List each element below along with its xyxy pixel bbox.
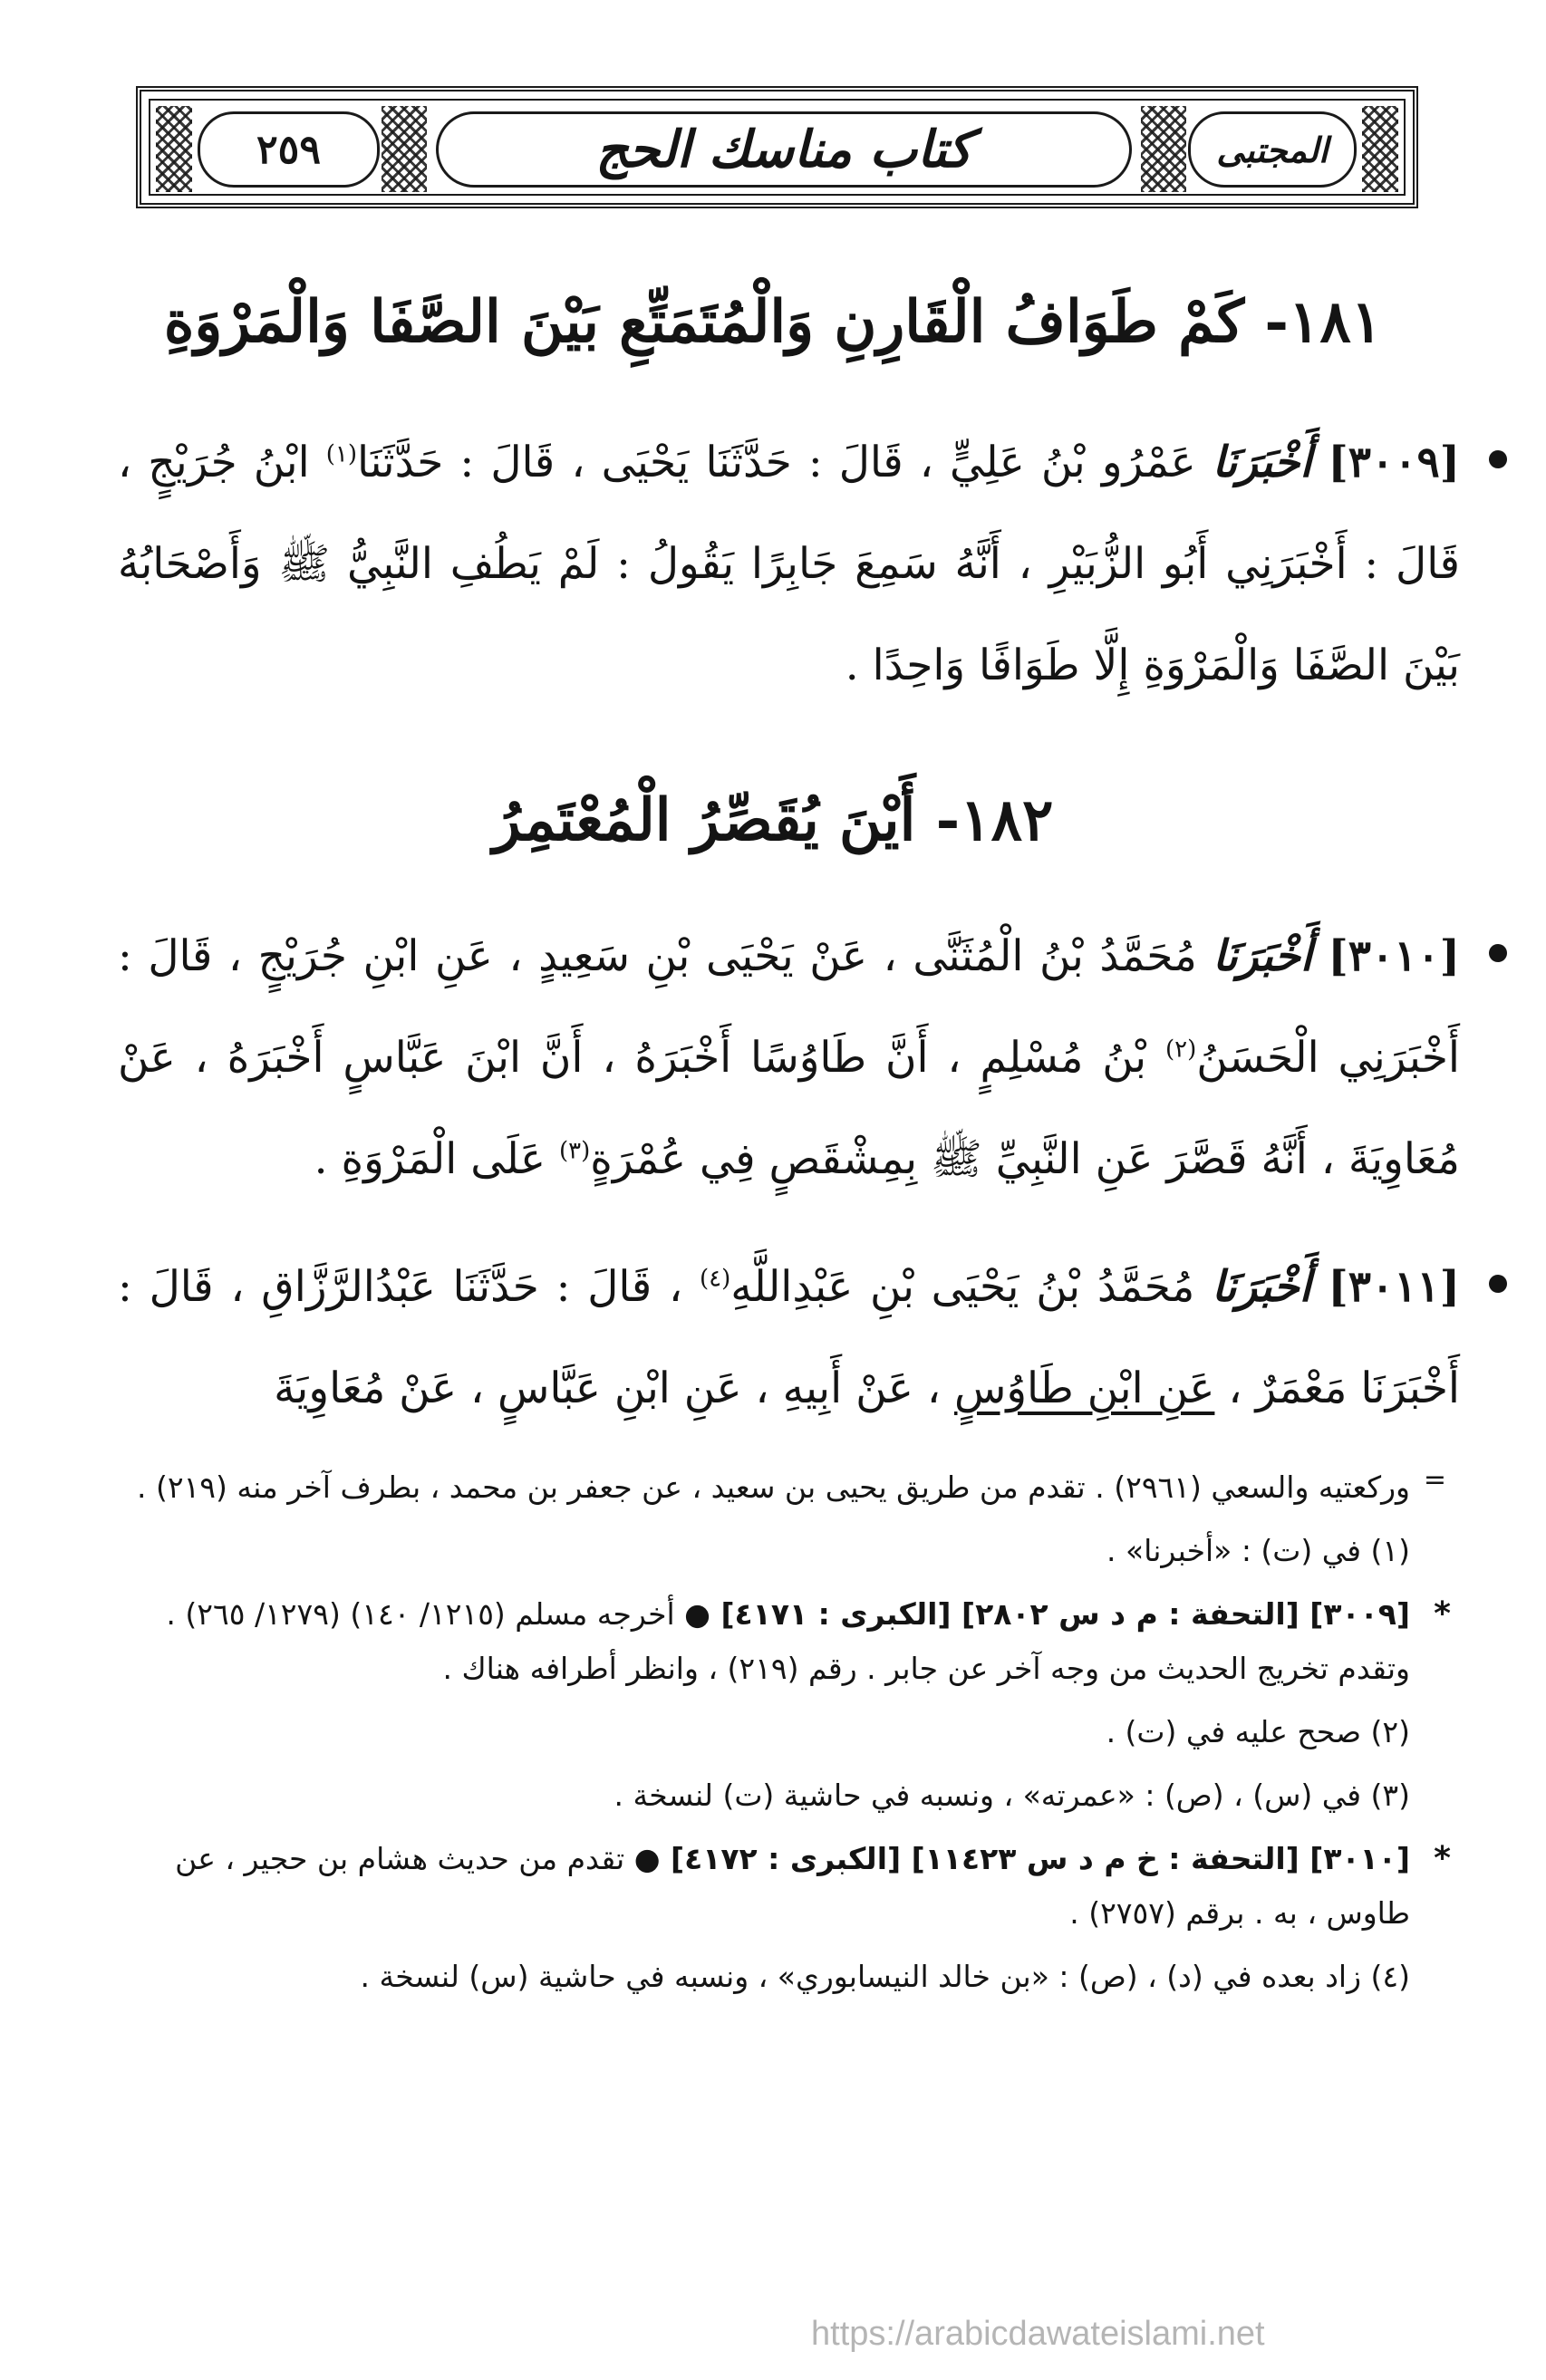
- ornament-band: [1362, 106, 1398, 192]
- hadith-text: مُحَمَّدُ بْنُ يَحْيَى بْنِ عَبْدِاللَّهِ: [730, 1262, 1195, 1312]
- takhrij-ref: [٣٠١٠] [التحفة : خ م د س ١١٤٢٣] [الكبرى : ٤١٧٢] ●: [633, 1841, 1410, 1876]
- footnote-1: (١) في (ت) : «أخبرنا» .: [1106, 1533, 1410, 1568]
- hadith-text: مُحَمَّدُ بْنُ الْمُثَنَّى ، عَنْ يَحْيَى بْنِ سَعِيدٍ ، عَنِ ابْنِ جُرَيْجٍ ، قَالَ : أَخْبَرَنِي الْحَسَنُ: [118, 931, 1460, 1083]
- footnote-continuation: [136, 1460, 1446, 1515]
- bullet-icon: [1489, 450, 1507, 468]
- hadith-text: ، قَالَ : حَدَّثَنَا عَبْدُالرَّزَّاقِ ، قَالَ : أَخْبَرَنَا مَعْمَرٌ ،: [118, 1262, 1460, 1413]
- footnote-3: (٣) في (س) ، (ص) : «عمرته» ، ونسبه في حاشية (ت) لنسخة .: [614, 1778, 1410, 1813]
- hadith-number: [٣٠٠٩]: [1328, 438, 1460, 487]
- ornament-band: [1141, 106, 1186, 192]
- footnote-ref[interactable]: (٣): [558, 1137, 591, 1165]
- hadith-text: ، عَنْ أَبِيهِ ، عَنِ ابْنِ عَبَّاسٍ ، عَنْ مُعَاوِيَةَ: [274, 1363, 942, 1413]
- ornamental-header: [136, 86, 1418, 208]
- akhbarana-word: أَخْبَرَنَا: [1212, 1262, 1311, 1312]
- takhrij-text: تقدم من حديث هشام بن حجير ، عن طاوس ، به . برقم (٢٧٥٧) .: [175, 1841, 1410, 1931]
- footnote-text: وركعتيه والسعي (٢٩٦١) . تقدم من طريق يحيى بن سعيد ، عن جعفر بن محمد ، بطرف آخر منه (٢١٩) .: [136, 1469, 1410, 1505]
- underlined-narrator: عَنِ ابْنِ طَاوُسٍ: [953, 1363, 1215, 1413]
- hadith-number: [٣٠١١]: [1328, 1262, 1460, 1312]
- footnote-2: (٢) صحح عليه في (ت) .: [1106, 1714, 1410, 1749]
- ornament-band: [156, 106, 192, 192]
- page-number: ٢٥٩: [256, 126, 321, 173]
- footnote-4: (٤) زاد بعده في (د) ، (ص) : «بن خالد النيسابوري» ، ونسبه في حاشية (س) لنسخة .: [360, 1959, 1410, 1994]
- hadith-3009: [118, 412, 1460, 717]
- ornament-band: [382, 106, 427, 192]
- takhrij-3009: [136, 1587, 1451, 1696]
- chapter-heading-182: ١٨٢- أَيْنَ يُقَصِّرُ الْمُعْتَمِرُ: [492, 786, 1054, 854]
- bullet-icon: [1489, 944, 1507, 962]
- footnotes-section: [136, 1460, 1451, 2013]
- akhbarana-word: أَخْبَرَنَا: [1212, 438, 1312, 487]
- book-name: المجتبى: [1216, 129, 1329, 170]
- chapter-heading-181: ١٨١- كَمْ طَوَافُ الْقَارِنِ وَالْمُتَمَتِّعِ بَيْنَ الصَّفَا وَالْمَرْوَةِ: [163, 288, 1383, 356]
- title-cartouche: [436, 111, 1132, 188]
- hadith-number: [٣٠١٠]: [1328, 931, 1460, 981]
- continuation-marker: =: [1423, 1464, 1446, 1496]
- hadith-3010: [118, 906, 1460, 1210]
- hadith-text: بْنُ مُسْلِمٍ ، أَنَّ طَاوُسًا أَخْبَرَهُ ، أَنَّ ابْنَ عَبَّاسٍ أَخْبَرَهُ ، عَنْ مُعَاوِيَةَ ، أَنَّهُ قَصَّرَ عَنِ النَّبِيِّ ﷺ بِمِشْقَصٍ فِي عُمْرَةٍ: [118, 1033, 1460, 1184]
- watermark-url: https://arabicdawateislami.net: [811, 2315, 1265, 2353]
- hadith-text: عَمْرُو بْنُ عَلِيٍّ ، قَالَ : حَدَّثَنَا يَحْيَى ، قَالَ : حَدَّثَنَا: [357, 438, 1196, 487]
- star-icon: *: [1434, 1840, 1451, 1877]
- takhrij-text: أخرجه مسلم (١٢١٥/ ١٤٠) (١٢٧٩/ ٢٦٥) . وتقدم تخريج الحديث من وجه آخر عن جابر . رقم (٢١٩) ، وانظر أطرافه هناك .: [166, 1596, 1410, 1686]
- footnote-ref[interactable]: (٤): [699, 1265, 731, 1293]
- hadith-text: ابْنُ جُرَيْجٍ ، قَالَ : أَخْبَرَنِي أَبُو الزُّبَيْرِ ، أَنَّهُ سَمِعَ جَابِرًا يَقُولُ : لَمْ يَطُفِ النَّبِيُّ ﷺ وَأَصْحَابُهُ بَيْنَ الصَّفَا وَالْمَرْوَةِ إِلَّا طَوَافًا وَاحِدًا .: [118, 438, 1460, 690]
- book-name-cartouche: [1188, 111, 1357, 188]
- akhbarana-word: أَخْبَرَنَا: [1213, 931, 1312, 981]
- hadith-3011: [118, 1237, 1460, 1440]
- hadith-text: عَلَى الْمَرْوَةِ .: [314, 1134, 546, 1184]
- book-chapter-title: كتاب مناسك الحج: [595, 120, 972, 179]
- footnote-ref[interactable]: (١): [325, 440, 358, 468]
- page-number-cartouche: [198, 111, 380, 188]
- star-icon: *: [1434, 1595, 1451, 1633]
- bullet-icon: [1489, 1275, 1507, 1293]
- takhrij-3010: [136, 1832, 1451, 1941]
- takhrij-ref: [٣٠٠٩] [التحفة : م د س ٢٨٠٢] [الكبرى : ٤١٧١] ●: [684, 1596, 1410, 1632]
- footnote-ref[interactable]: (٢): [1164, 1036, 1197, 1064]
